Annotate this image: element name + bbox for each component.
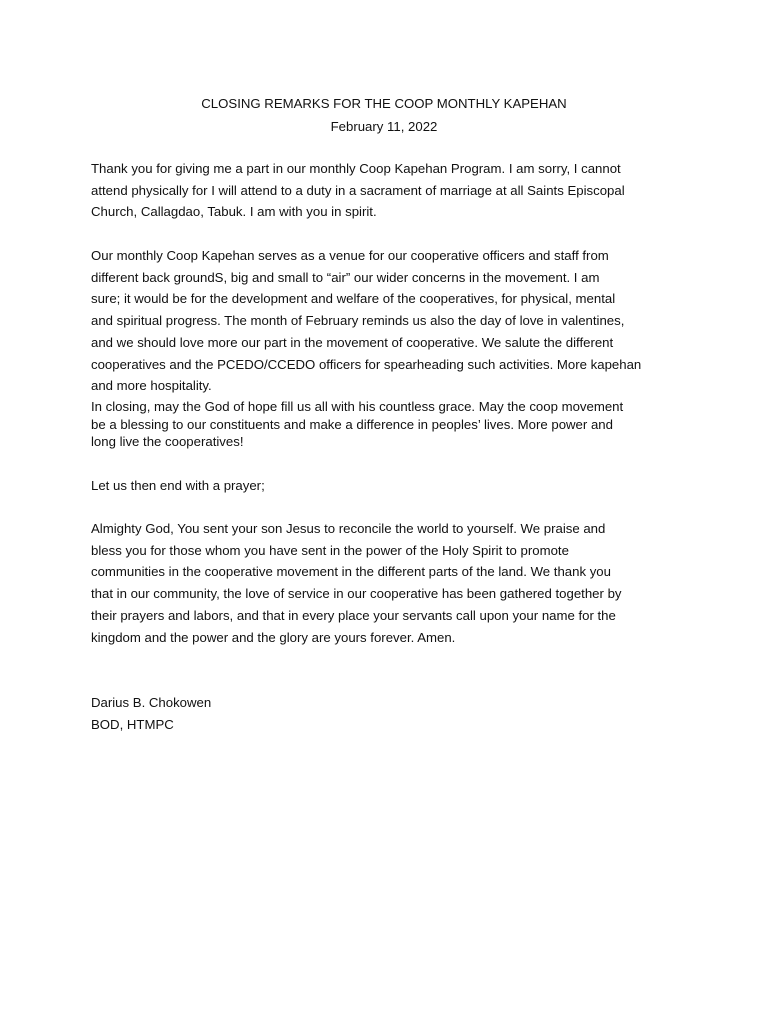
paragraph-greeting — [91, 158, 671, 223]
text-line: sure; it would be for the development and welfare of the cooperatives, for physical, mental — [91, 291, 616, 307]
text-line: Almighty God, You sent your son Jesus to reconcile the world to yourself. We praise and — [91, 521, 606, 536]
document-title: CLOSING REMARKS FOR THE COOP MONTHLY KAPEHAN — [201, 96, 567, 111]
text-line: and spiritual progress. The month of February reminds us also the day of love in valentines, — [91, 313, 625, 329]
text-line: be a blessing to our constituents and make a difference in peoples’ lives. More power and — [91, 416, 613, 432]
text-line: In closing, may the God of hope fill us all with his countless grace. May the coop movement — [91, 399, 624, 414]
signatory-position: BOD, HTMPC — [91, 716, 174, 732]
text-line: that in our community, the love of service in our cooperative has been gathered together by — [91, 586, 622, 602]
paragraph-prayer — [91, 518, 671, 648]
text-line: Our monthly Coop Kapehan serves as a venue for our cooperative officers and staff from — [91, 248, 609, 263]
document-date: February 11, 2022 — [330, 119, 438, 134]
text-line: different back groundS, big and small to “air” our wider concerns in the movement. I am — [91, 269, 600, 285]
text-line: kingdom and the power and the glory are yours forever. Amen. — [91, 629, 456, 645]
paragraph-prayer-intro — [91, 475, 671, 497]
paragraph-closing — [91, 398, 671, 451]
text-line: their prayers and labors, and that in every place your servants call upon your name for the — [91, 607, 616, 623]
text-line: communities in the cooperative movement in the different parts of the land. We thank you — [91, 564, 611, 580]
text-line: long live the cooperatives! — [91, 434, 244, 450]
signatory-name: Darius B. Chokowen — [91, 695, 212, 710]
text-line: Let us then end with a prayer; — [91, 478, 265, 493]
text-line: and we should love more our part in the movement of cooperative. We salute the different — [91, 334, 614, 350]
text-line: cooperatives and the PCEDO/CCEDO officers for spearheading such activities. More kapehan — [91, 356, 642, 372]
text-line: bless you for those whom you have sent in the power of the Holy Spirit to promote — [91, 542, 569, 558]
signature-block — [91, 692, 671, 735]
text-line: attend physically for I will attend to a duty in a sacrament of marriage at all Saints Episcopal — [91, 182, 625, 198]
text-line: Church, Callagdao, Tabuk. I am with you in spirit. — [91, 204, 377, 220]
text-line: and more hospitality. — [91, 378, 212, 394]
paragraph-kapehan — [91, 245, 671, 397]
text-line: Thank you for giving me a part in our monthly Coop Kapehan Program. I am sorry, I cannot — [91, 161, 621, 176]
